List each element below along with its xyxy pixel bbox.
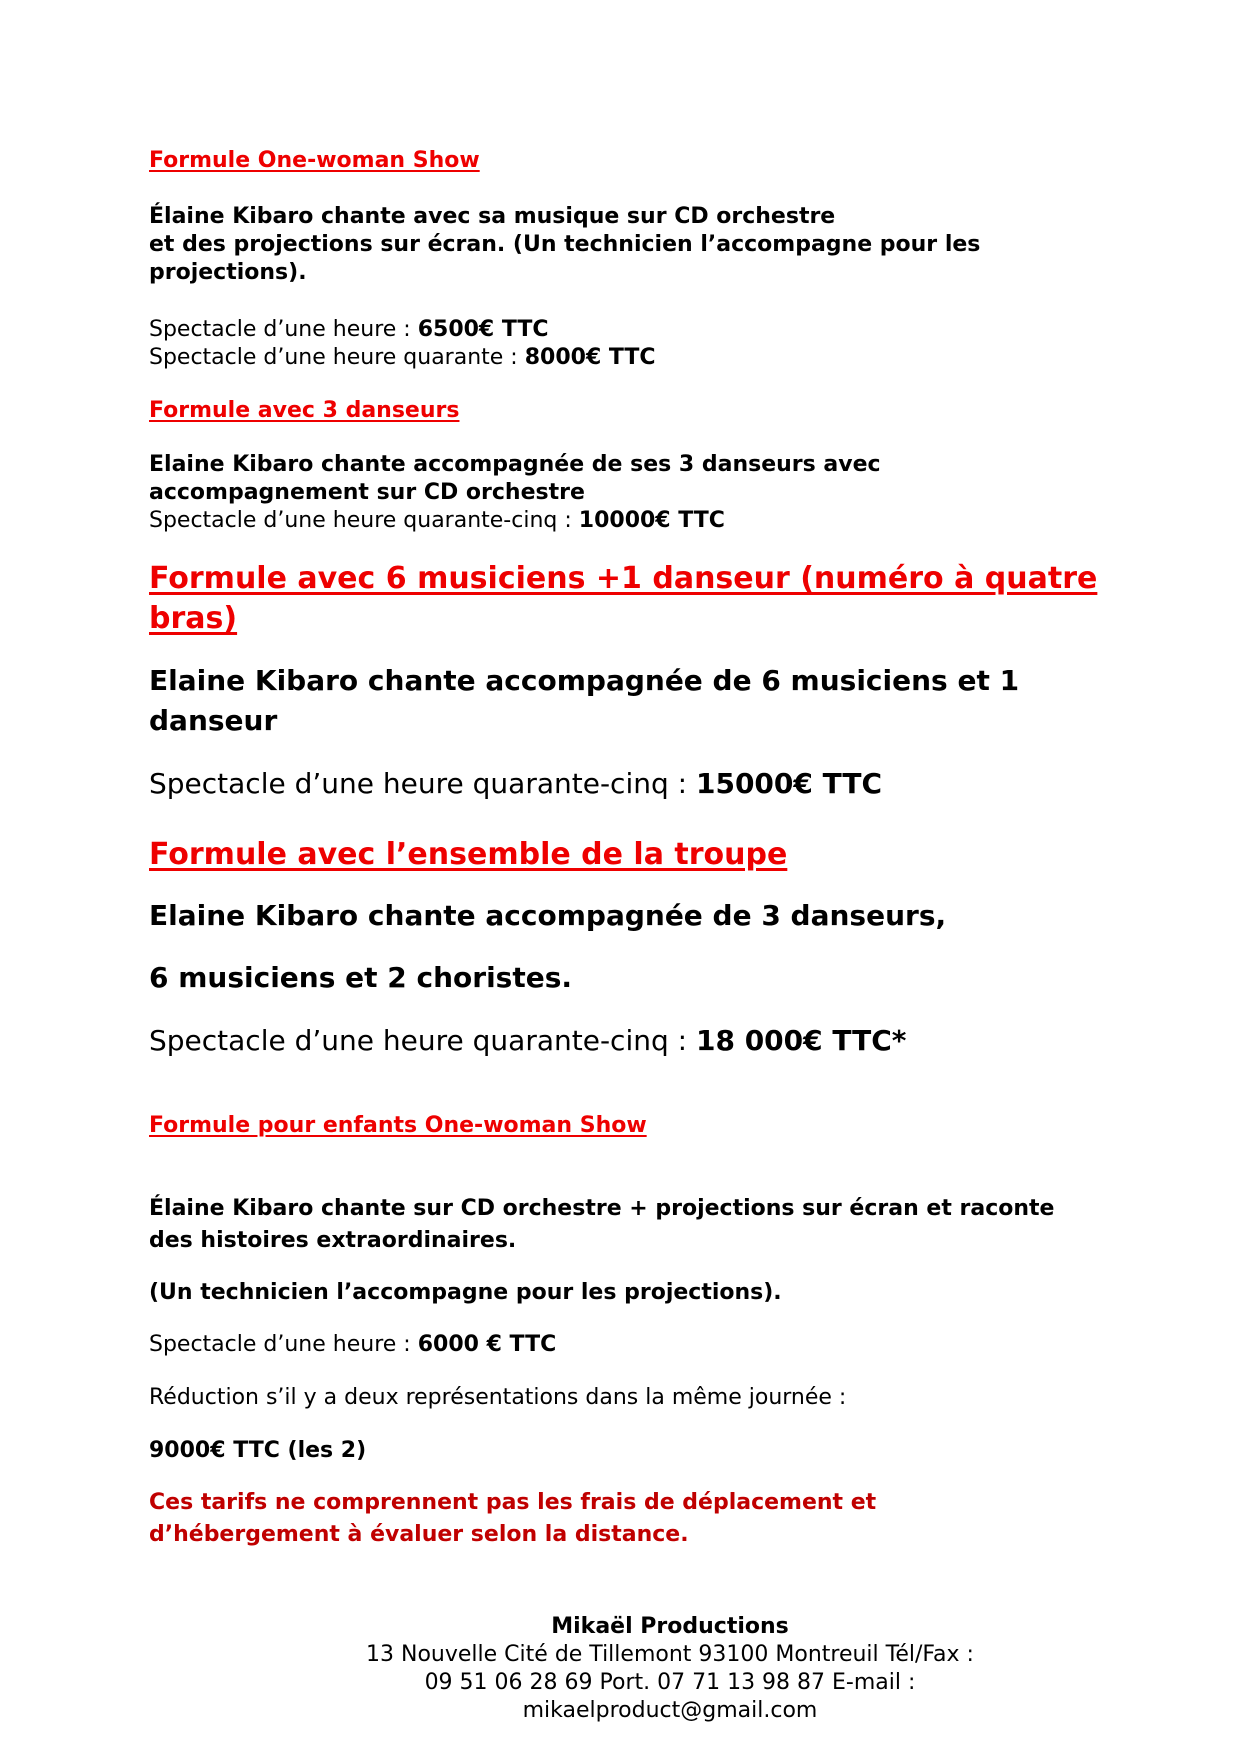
three-dancers-price-line [149, 507, 725, 535]
children-technician-note: (Un technicien l’accompagne pour les projections). [149, 1280, 782, 1305]
three-dancers-description [149, 451, 881, 507]
title-line: bras) [149, 601, 238, 636]
troupe-description-line: 6 musiciens et 2 choristes. [149, 961, 573, 994]
section-title-three-dancers: Formule avec 3 danseurs [149, 398, 460, 423]
children-price-line [149, 1331, 556, 1359]
price-label: Spectacle d’une heure quarante : [149, 345, 525, 370]
children-reduction-value: 9000€ TTC (les 2) [149, 1438, 367, 1463]
price-value: 6000 € TTC [417, 1332, 557, 1357]
children-description [149, 1193, 1054, 1257]
description-line: des histoires extraordinaires. [149, 1228, 517, 1253]
one-woman-prices [149, 316, 656, 372]
price-label: Spectacle d’une heure quarante-cinq : [149, 767, 696, 800]
section-title-children: Formule pour enfants One-woman Show [149, 1113, 647, 1138]
description-line: et des projections sur écran. (Un technicien l’accompagne pour les [149, 232, 981, 257]
price-label: Spectacle d’une heure : [149, 317, 418, 342]
price-value: 15000€ TTC [695, 767, 883, 800]
notice-line: d’hébergement à évaluer selon la distance. [149, 1522, 689, 1547]
notice-line: Ces tarifs ne comprennent pas les frais de déplacement et [149, 1490, 877, 1515]
footer-phones: 09 51 06 28 69 Port. 07 71 13 98 87 E-mail : [424, 1670, 916, 1695]
section-title-troupe: Formule avec l’ensemble de la troupe [149, 837, 788, 872]
six-musicians-price-line [149, 764, 882, 804]
description-line: Élaine Kibaro chante sur CD orchestre + projections sur écran et raconte [149, 1196, 1055, 1221]
price-line [149, 344, 656, 372]
section-title-six-musicians [149, 559, 1097, 639]
price-line [149, 316, 656, 344]
pricing-notice [149, 1487, 876, 1551]
price-value: 18 000€ TTC* [695, 1024, 907, 1057]
price-label: Spectacle d’une heure quarante-cinq : [149, 1024, 696, 1057]
footer-address: 13 Nouvelle Cité de Tillemont 93100 Montreuil Tél/Fax : [366, 1642, 974, 1667]
footer-company: Mikaël Productions [551, 1614, 789, 1639]
description-line: Elaine Kibaro chante accompagnée de ses 3 danseurs avec [149, 452, 881, 477]
description-line: projections). [149, 260, 307, 285]
one-woman-description [149, 203, 980, 287]
section-title-one-woman-show: Formule One-woman Show [149, 148, 480, 173]
price-value: 10000€ TTC [578, 508, 725, 533]
price-value: 8000€ TTC [524, 345, 656, 370]
title-line: Formule avec 6 musiciens +1 danseur (numéro à quatre [149, 561, 1098, 596]
description-line: Elaine Kibaro chante accompagnée de 6 musiciens et 1 [149, 664, 1020, 697]
footer-email: mikaelproduct@gmail.com [522, 1698, 818, 1723]
price-label: Spectacle d’une heure : [149, 1332, 418, 1357]
troupe-price-line [149, 1021, 906, 1061]
price-label: Spectacle d’une heure quarante-cinq : [149, 508, 579, 533]
children-reduction-text: Réduction s’il y a deux représentations dans la même journée : [149, 1385, 847, 1410]
description-line: danseur [149, 704, 278, 737]
six-musicians-description [149, 661, 1019, 741]
description-line: Élaine Kibaro chante avec sa musique sur CD orchestre [149, 204, 836, 229]
troupe-description-line: Elaine Kibaro chante accompagnée de 3 danseurs, [149, 899, 947, 932]
footer [340, 1613, 1000, 1725]
description-line: accompagnement sur CD orchestre [149, 480, 585, 505]
price-value: 6500€ TTC [417, 317, 549, 342]
